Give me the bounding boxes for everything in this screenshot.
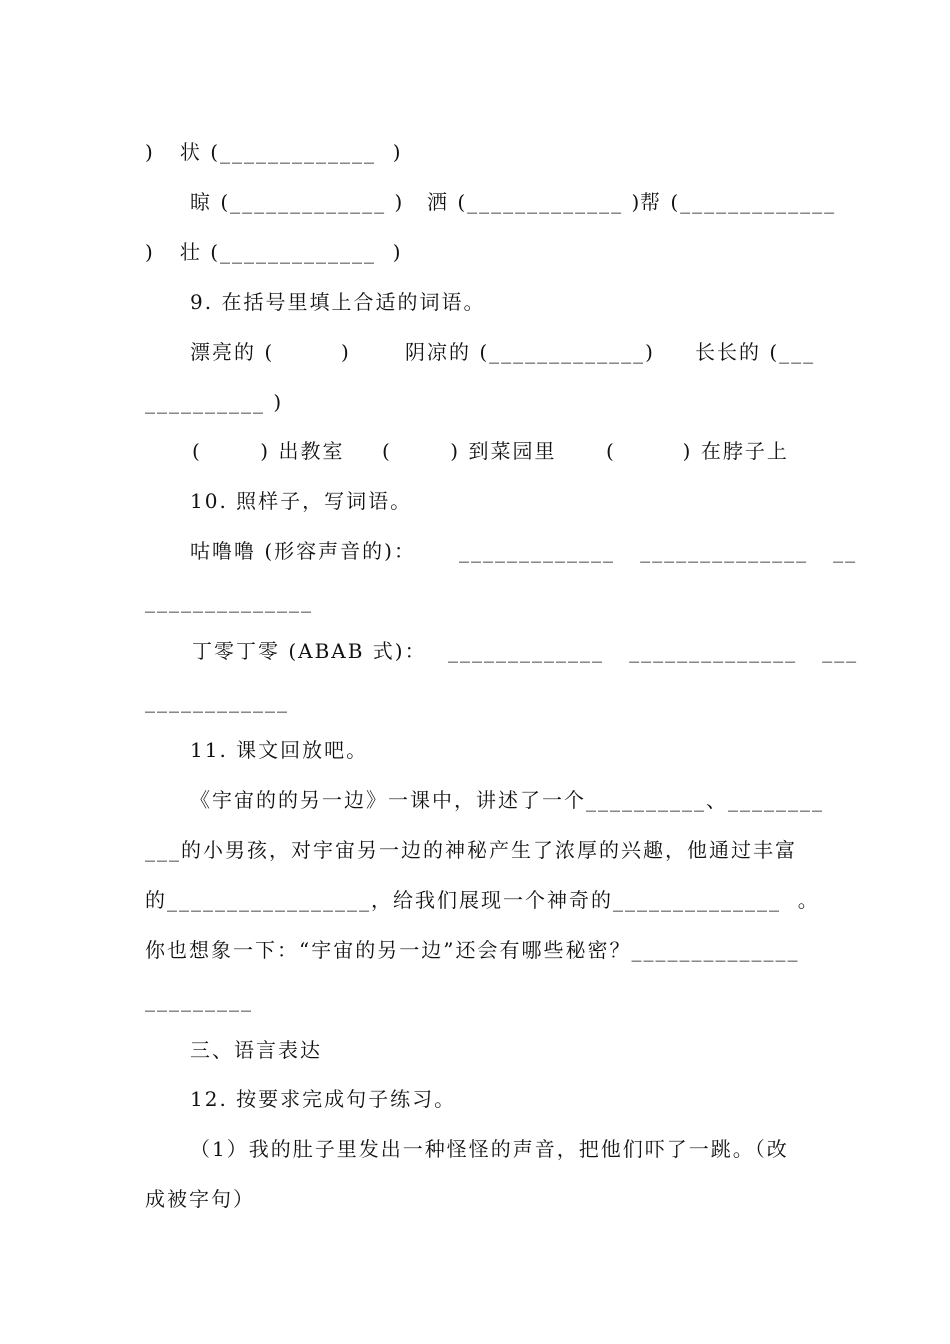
text-line: 洒 (_____________ ): [427, 190, 642, 214]
text-line: ( ) 到菜园里: [382, 439, 557, 463]
question-10: 10. 照样子，写词语。: [190, 489, 413, 513]
text-line: 晾 (_____________ ): [190, 190, 405, 214]
text-line: __________ ): [145, 390, 284, 414]
text-line: ___的小男孩，对宇宙另一边的神秘产生了浓厚的兴趣，他通过丰富: [145, 838, 797, 862]
text-line: 成被字句）: [145, 1187, 255, 1211]
text-line: ( ) 出教室: [192, 439, 345, 463]
text-line: ______________: [145, 589, 313, 613]
text-line: 帮 (_____________: [640, 190, 837, 214]
question-12: 12. 按要求完成句子练习。: [190, 1087, 457, 1111]
text-line: ____________: [145, 689, 289, 713]
text-line: 咕噜噜 (形容声音的)：: [190, 539, 416, 563]
question-11: 11. 课文回放吧。: [190, 738, 369, 762]
question-9: 9. 在括号里填上合适的词语。: [190, 290, 486, 314]
text-line: 丁零丁零 (ABAB 式)：: [192, 639, 427, 663]
text-line: _____________ ______________ ___: [448, 639, 859, 663]
text-line: 《宇宙的的另一边》一课中，讲述了一个__________、________: [190, 788, 824, 812]
text-line: 长长的 (___: [695, 340, 816, 364]
text-line: 阴凉的 (_____________): [405, 340, 655, 364]
text-line: _________: [145, 988, 253, 1012]
text-line: 你也想象一下：“宇宙的另一边”还会有哪些秘密？______________: [145, 938, 800, 962]
section-heading: 三、语言表达: [190, 1038, 322, 1062]
text-line: 漂亮的 ( ): [190, 340, 351, 364]
text-line: ( ) 在脖子上: [606, 439, 789, 463]
text-line: _____________ ______________ __: [459, 539, 858, 563]
text-line: ) 壮 (_____________ ): [145, 240, 403, 264]
text-line: （1）我的肚子里发出一种怪怪的声音，把他们吓了一跳。（改: [190, 1137, 789, 1161]
text-line: 的_________________，给我们展现一个神奇的______________ 。: [145, 888, 820, 912]
text-line: ) 状 (_____________ ): [145, 140, 403, 164]
